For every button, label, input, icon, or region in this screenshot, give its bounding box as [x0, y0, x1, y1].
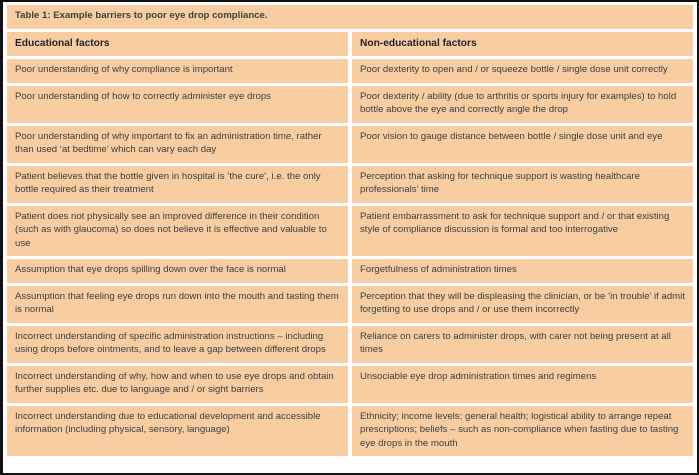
table-row	[7, 86, 693, 123]
cell-non-educational: Reliance on carers to administer drops, with carer not being present at all times	[352, 326, 693, 363]
cell-non-educational: Patient embarrassment to ask for technique support and / or that existing style of compliance discussion is formal and too interrogative	[352, 206, 693, 257]
cell-educational: Incorrect understanding of specific administration instructions – including using drops before ointments, and to leave a gap between different drops	[7, 326, 348, 363]
cell-educational: Poor understanding of how to correctly administer eye drops	[7, 86, 348, 123]
barriers-table	[3, 2, 697, 459]
cell-educational: Assumption that eye drops spilling down over the face is normal	[7, 259, 348, 283]
table-row	[7, 259, 693, 283]
cell-non-educational: Poor dexterity to open and / or squeeze bottle / single dose unit correctly	[352, 59, 693, 83]
title-row	[7, 5, 693, 29]
column-header-non-educational: Non-educational factors	[352, 32, 693, 57]
cell-educational: Poor understanding of why important to fix an administration time, rather than used ‘at bedtime’ which can vary each day	[7, 126, 348, 163]
cell-educational: Poor understanding of why compliance is important	[7, 59, 348, 83]
table-row	[7, 406, 693, 457]
cell-non-educational: Unsociable eye drop administration times and regimens	[352, 366, 693, 403]
table-row	[7, 126, 693, 163]
table-row	[7, 326, 693, 363]
table-row	[7, 59, 693, 83]
cell-educational: Patient believes that the bottle given in hospital is ‘the cure’, i.e. the only bottle required as their treatment	[7, 166, 348, 203]
cell-non-educational: Poor vision to gauge distance between bottle / single dose unit and eye	[352, 126, 693, 163]
cell-educational: Patient does not physically see an improved difference in their condition (such as with glaucoma) so does not believe it is effective and valuable to use	[7, 206, 348, 257]
header-row	[7, 32, 693, 57]
cell-non-educational: Perception that asking for technique support is wasting healthcare professionals’ time	[352, 166, 693, 203]
column-header-educational: Educational factors	[7, 32, 348, 57]
table-row	[7, 166, 693, 203]
cell-non-educational: Forgetfulness of administration times	[352, 259, 693, 283]
cell-educational: Incorrect understanding due to educational development and accessible information (including physical, sensory, language)	[7, 406, 348, 457]
cell-non-educational: Ethnicity; income levels; general health; logistical ability to arrange repeat prescriptions; beliefs – such as non-compliance when fasting due to tasting eye drops in the mouth	[352, 406, 693, 457]
cell-non-educational: Poor dexterity / ability (due to arthritis or sports injury for examples) to hold bottle above the eye and correctly angle the drop	[352, 86, 693, 123]
cell-non-educational: Perception that they will be displeasing the clinician, or be ‘in trouble’ if admit forgetting to use drops and / or use them incorrectly	[352, 286, 693, 323]
table-row	[7, 206, 693, 257]
cell-educational: Assumption that feeling eye drops run down into the mouth and tasting them is normal	[7, 286, 348, 323]
table-title: Table 1: Example barriers to poor eye drop compliance.	[7, 5, 693, 29]
table-row	[7, 286, 693, 323]
table-row	[7, 366, 693, 403]
cell-educational: Incorrect understanding of why, how and when to use eye drops and obtain further supplies etc. due to language and / or sight barriers	[7, 366, 348, 403]
